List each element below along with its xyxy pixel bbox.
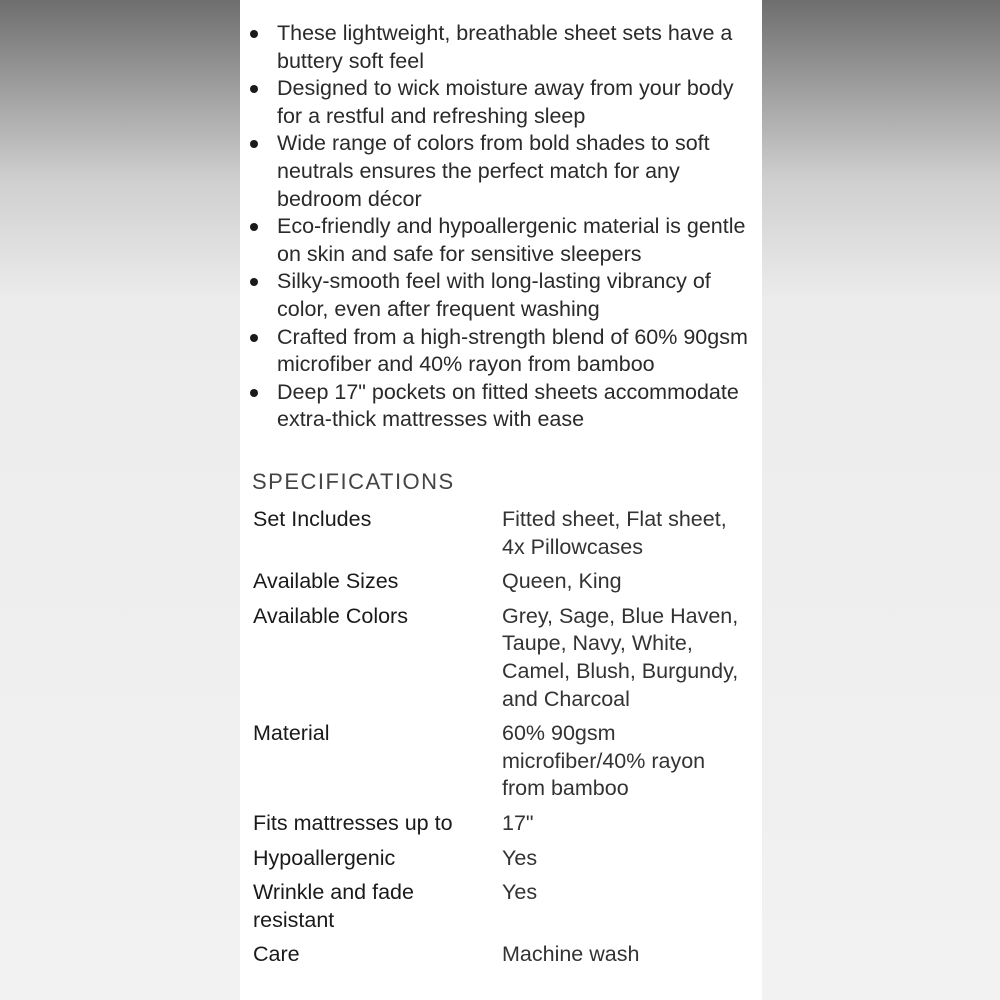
spec-value: 17"	[502, 810, 534, 835]
spec-key: Wrinkle and fade resistant	[253, 880, 414, 932]
bullet-icon	[250, 389, 258, 397]
feature-list	[240, 20, 762, 434]
spec-row	[253, 568, 758, 596]
feature-item	[240, 268, 762, 323]
spec-row	[253, 810, 758, 838]
spec-value: Queen, King	[502, 569, 622, 594]
spec-value: Yes	[502, 845, 538, 870]
feature-text: Deep 17" pockets on fitted sheets accommodate extra-thick mattresses with ease	[277, 379, 739, 432]
feature-text: Silky-smooth feel with long-lasting vibrancy of color, even after frequent washing	[277, 269, 711, 321]
bullet-icon	[250, 30, 258, 38]
bullet-icon	[250, 85, 258, 93]
feature-item	[240, 324, 762, 379]
spec-row	[253, 720, 758, 803]
spec-row	[253, 845, 758, 873]
spec-key: Available Sizes	[253, 569, 399, 594]
right-background	[762, 0, 1000, 1000]
specifications-table	[253, 506, 758, 976]
feature-item	[240, 379, 762, 434]
spec-value: Yes	[502, 880, 538, 905]
spec-key: Fits mattresses up to	[253, 810, 453, 835]
spec-row	[253, 879, 758, 934]
bullet-icon	[250, 140, 258, 148]
spec-key: Available Colors	[253, 603, 408, 628]
spec-row	[253, 941, 758, 969]
spec-key: Hypoallergenic	[253, 845, 396, 870]
feature-text: These lightweight, breathable sheet sets have a buttery soft feel	[277, 21, 733, 73]
spec-value: Grey, Sage, Blue Haven, Taupe, Navy, White, Camel, Blush, Burgundy, and Charcoal	[502, 603, 739, 711]
spec-row	[253, 603, 758, 713]
feature-text: Wide range of colors from bold shades to soft neutrals ensures the perfect match for any bedroom décor	[277, 131, 710, 211]
spec-key: Material	[253, 721, 330, 746]
bullet-icon	[250, 334, 258, 342]
specifications-heading: SPECIFICATIONS	[252, 469, 455, 494]
feature-item	[240, 20, 762, 75]
spec-value: 60% 90gsm microfiber/40% rayon from bamboo	[502, 721, 706, 801]
feature-text: Crafted from a high-strength blend of 60% 90gsm microfiber and 40% rayon from bamboo	[277, 324, 748, 377]
spec-value: Fitted sheet, Flat sheet, 4x Pillowcases	[502, 507, 727, 559]
feature-item	[240, 75, 762, 130]
feature-item	[240, 130, 762, 213]
spec-key: Care	[253, 942, 300, 967]
feature-text: Eco-friendly and hypoallergenic material is gentle on skin and safe for sensitive sleepers	[277, 214, 746, 266]
product-details-card	[240, 0, 762, 1000]
feature-item	[240, 213, 762, 268]
feature-text: Designed to wick moisture away from your body for a restful and refreshing sleep	[277, 76, 734, 128]
bullet-icon	[250, 278, 258, 286]
spec-value: Machine wash	[502, 942, 640, 967]
spec-key: Set Includes	[253, 507, 372, 531]
left-background	[0, 0, 240, 1000]
bullet-icon	[250, 223, 258, 231]
spec-row	[253, 506, 758, 561]
